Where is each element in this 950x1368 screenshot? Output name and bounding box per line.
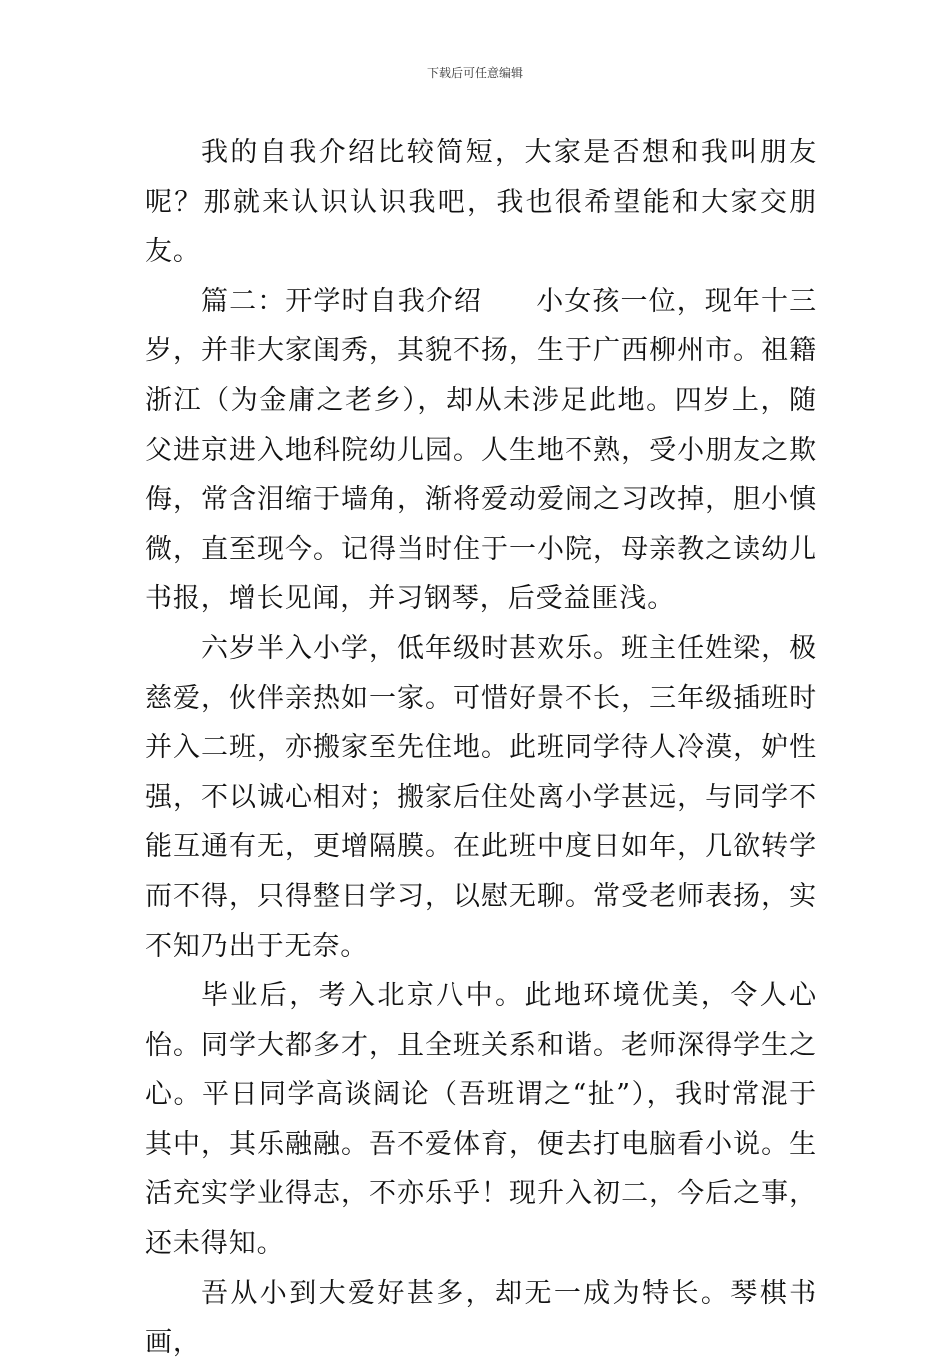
paragraph-intro-closing: 我的自我介绍比较简短，大家是否想和我叫朋友呢？那就来认识认识我吧，我也很希望能和大家交朋友。 xyxy=(145,137,817,268)
section-title: 篇二：开学时自我介绍 xyxy=(201,285,482,317)
paragraph-hobbies: 吾从小到大爱好甚多，却无一成为特长。琴棋书画， xyxy=(145,1277,817,1359)
paragraph-primary-school: 六岁半入小学，低年级时甚欢乐。班主任姓梁，极慈爱，伙伴亲热如一家。可惜好景不长，三年级插班时并入二班，亦搬家至先住地。此班同学待人冷漠，妒性强，不以诚心相对；搬家后住处离小学甚远，与同学不能互通有无，更增隔膜。在此班中度日如年，几欲转学而不得，只得整日学习，以慰无聊。常受老师表扬，实不知乃出于无奈。 xyxy=(145,632,817,962)
section-two-body: 小女孩一位，现年十三岁，并非大家闺秀，其貌不扬，生于广西柳州市。祖籍浙江（为金庸之老乡），却从未涉足此地。四岁上，随父进京进入地科院幼儿园。人生地不熟，受小朋友之欺侮，常含泪缩于墙角，渐将爱动爱闹之习改掉，胆小慎微，直至现今。记得当时住于一小院，母亲教之读幼儿书报，增长见闻，并习钢琴，后受益匪浅。 xyxy=(145,285,817,615)
paragraph-middle-school: 毕业后，考入北京八中。此地环境优美，令人心怡。同学大都多才，且全班关系和谐。老师深得学生之心。平日同学高谈阔论（吾班谓之“扯”），我时常混于其中，其乐融融。吾不爱体育，便去打电脑看小说。生活充实学业得志，不亦乐乎！现升入初二，今后之事，还未得知。 xyxy=(145,980,817,1260)
page-header: 下载后可任意编辑 xyxy=(426,66,523,80)
paragraph-section-two xyxy=(145,277,817,624)
document-body xyxy=(145,128,817,1368)
